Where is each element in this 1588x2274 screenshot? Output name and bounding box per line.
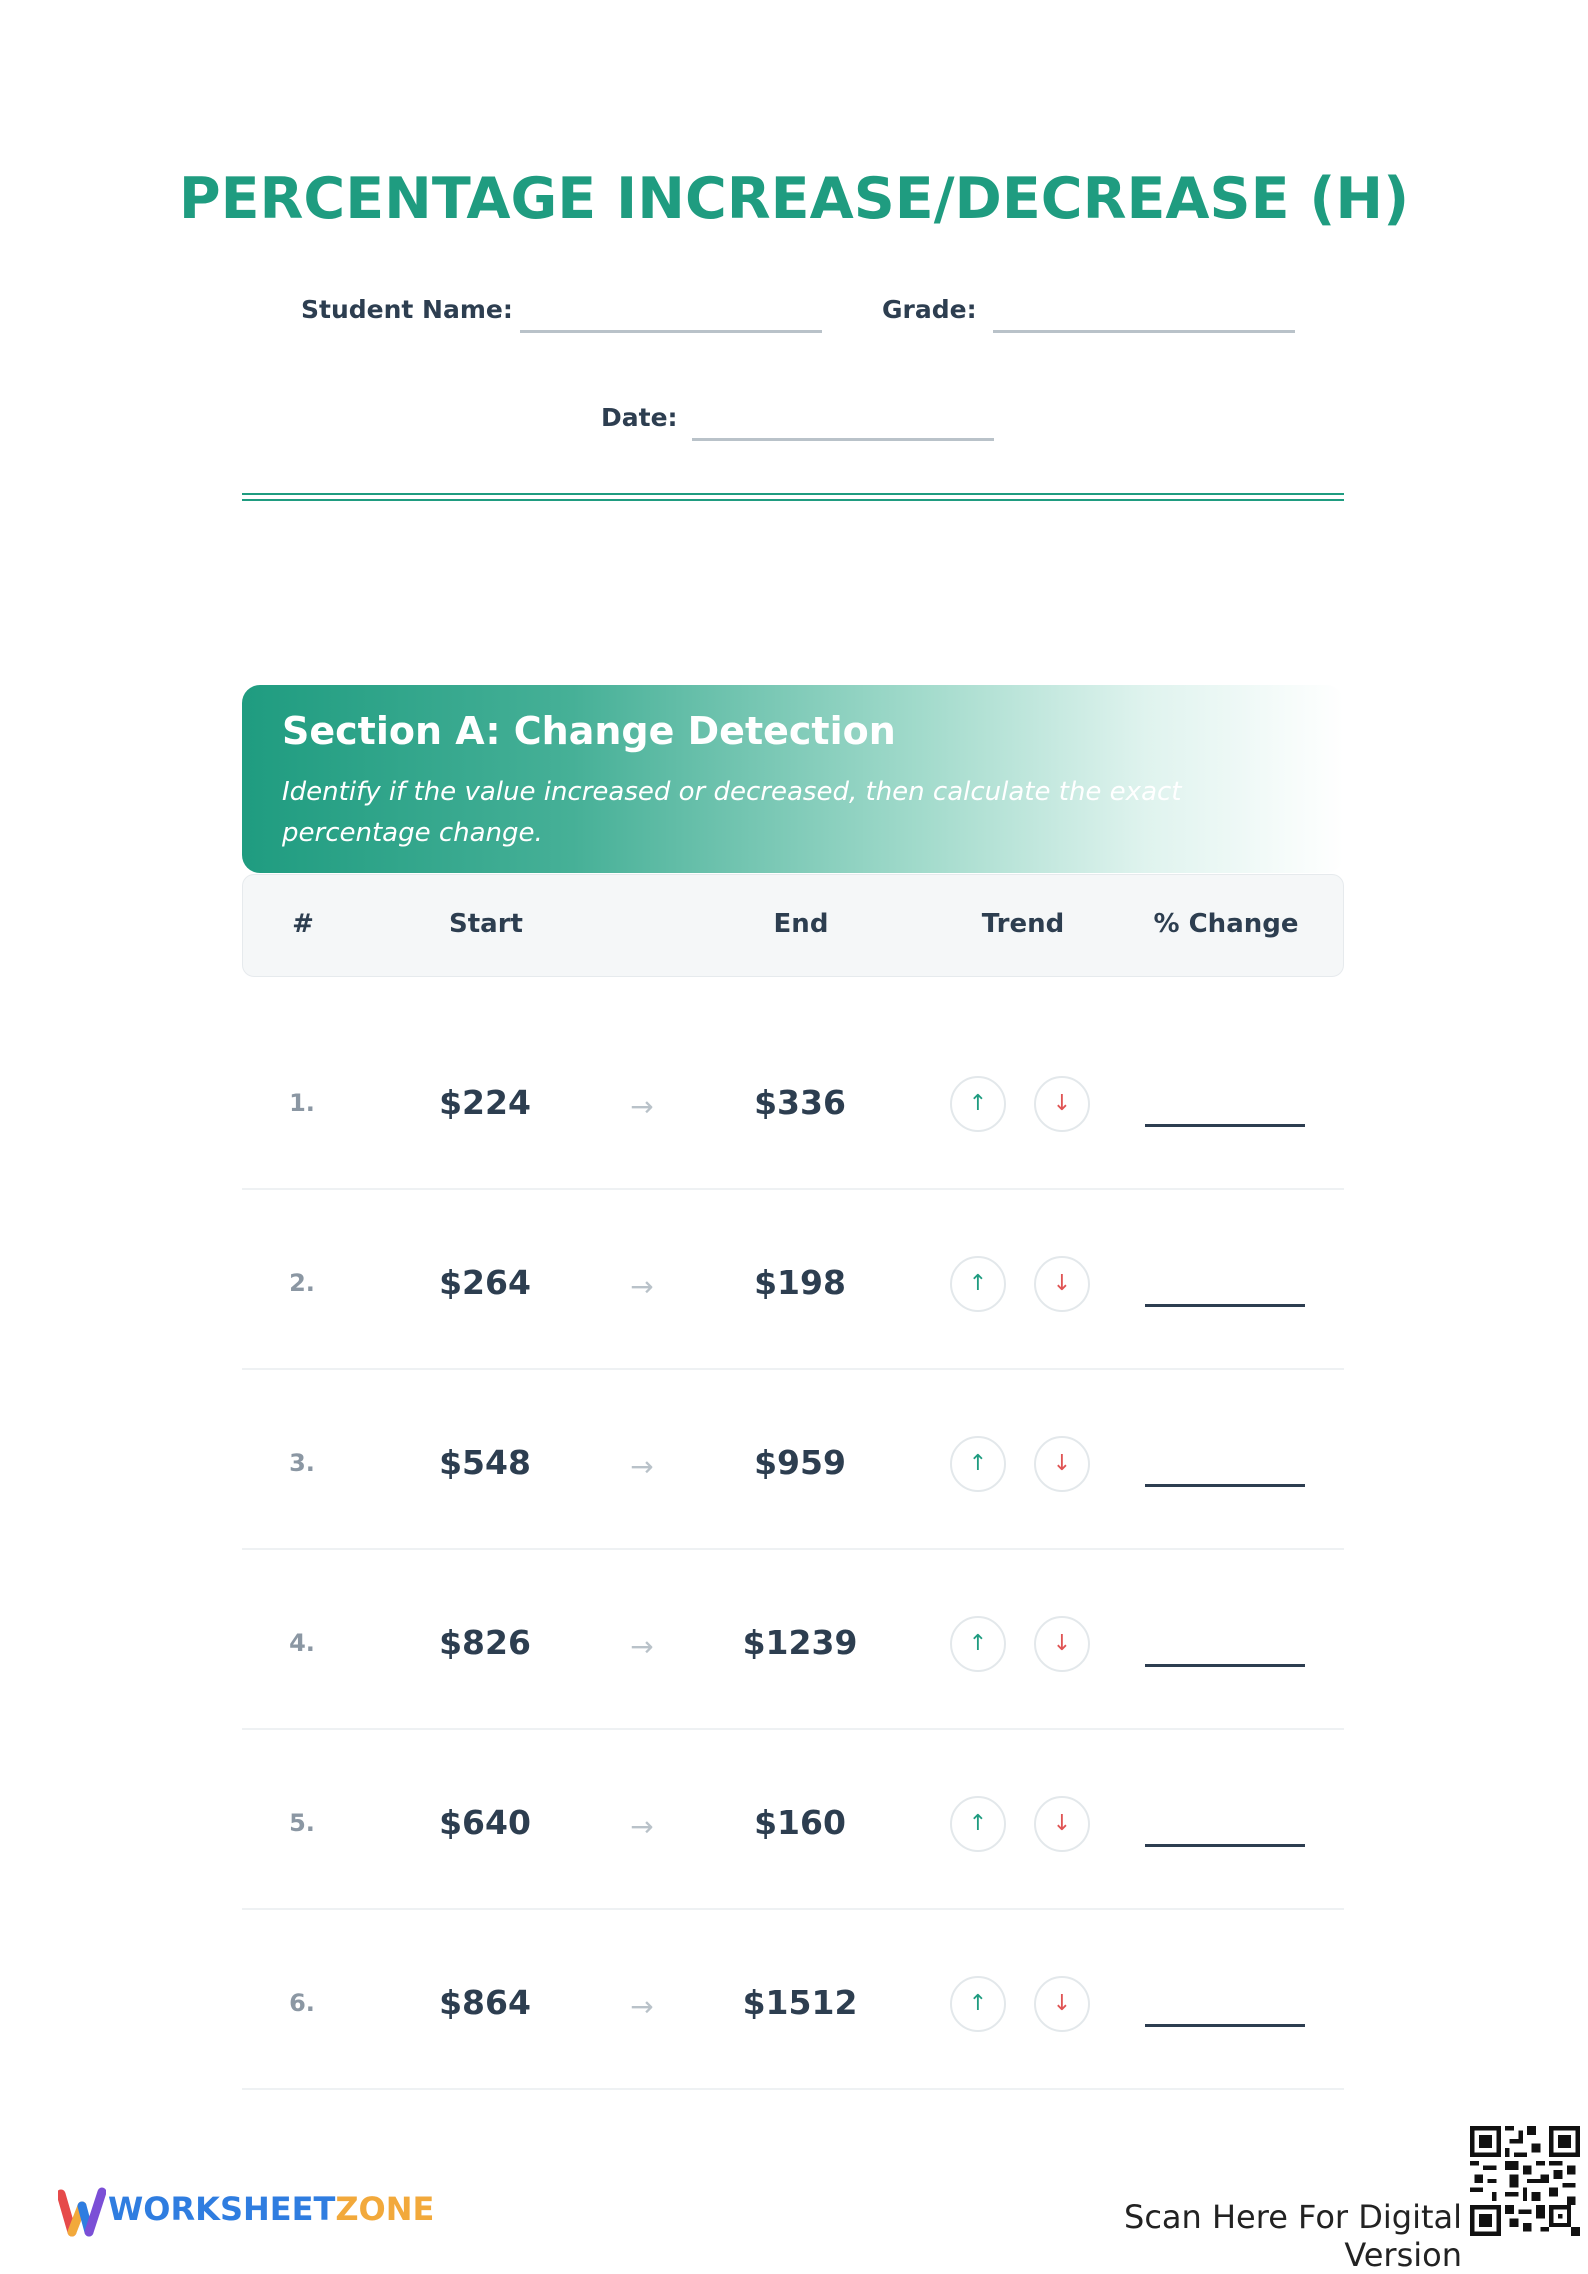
header-percent-change: % Change <box>1153 909 1299 939</box>
percent-change-answer-field[interactable] <box>1145 1844 1305 1847</box>
row-number: 1. <box>289 1089 315 1117</box>
table-row <box>242 1010 1344 1190</box>
page-title: PERCENTAGE INCREASE/DECREASE (H) <box>178 166 1410 232</box>
trend-down-button[interactable]: ↓ <box>1034 1976 1090 2032</box>
end-value: $1239 <box>742 1623 858 1662</box>
right-arrow-icon: → <box>630 1630 654 1663</box>
trend-down-button[interactable]: ↓ <box>1034 1796 1090 1852</box>
trend-up-button[interactable]: ↑ <box>950 1436 1006 1492</box>
percent-change-answer-field[interactable] <box>1145 1664 1305 1667</box>
table-row <box>242 1370 1344 1550</box>
student-name-label: Student Name: <box>301 295 513 324</box>
grade-label: Grade: <box>882 295 977 324</box>
trend-down-button[interactable]: ↓ <box>1034 1076 1090 1132</box>
section-description: Identify if the value increased or decreased, then calculate the exact percentage change. <box>282 777 1182 848</box>
start-value: $264 <box>439 1263 531 1302</box>
right-arrow-icon: → <box>630 1270 654 1303</box>
row-number: 5. <box>289 1809 315 1837</box>
right-arrow-icon: → <box>630 1090 654 1123</box>
qr-code-icon[interactable] <box>1470 2126 1580 2236</box>
grade-field[interactable] <box>993 330 1295 333</box>
end-value: $336 <box>754 1083 846 1122</box>
worksheetzone-logo[interactable] <box>58 2184 478 2240</box>
table-header <box>242 874 1344 977</box>
percent-change-answer-field[interactable] <box>1145 2024 1305 2027</box>
student-name-field[interactable] <box>520 330 822 333</box>
trend-up-button[interactable]: ↑ <box>950 1076 1006 1132</box>
trend-down-button[interactable]: ↓ <box>1034 1256 1090 1312</box>
trend-up-button[interactable]: ↑ <box>950 1796 1006 1852</box>
table-row <box>242 1910 1344 2090</box>
start-value: $864 <box>439 1983 531 2022</box>
right-arrow-icon: → <box>630 1810 654 1843</box>
trend-up-button[interactable]: ↑ <box>950 1976 1006 2032</box>
trend-down-button[interactable]: ↓ <box>1034 1436 1090 1492</box>
trend-down-button[interactable]: ↓ <box>1034 1616 1090 1672</box>
header-divider-top <box>242 493 1344 495</box>
header-end: End <box>773 909 829 939</box>
row-number: 4. <box>289 1629 315 1657</box>
end-value: $160 <box>754 1803 846 1842</box>
row-number: 2. <box>289 1269 315 1297</box>
row-divider <box>242 2088 1344 2090</box>
trend-up-button[interactable]: ↑ <box>950 1256 1006 1312</box>
start-value: $826 <box>439 1623 531 1662</box>
brand-name-part2: ZONE <box>335 2190 435 2228</box>
start-value: $640 <box>439 1803 531 1842</box>
percent-change-answer-field[interactable] <box>1145 1304 1305 1307</box>
trend-up-button[interactable]: ↑ <box>950 1616 1006 1672</box>
worksheetzone-logo-icon <box>58 2184 106 2238</box>
table-row <box>242 1190 1344 1370</box>
brand-name <box>108 2190 434 2228</box>
brand-name-part1: WORKSHEET <box>108 2190 336 2228</box>
percent-change-answer-field[interactable] <box>1145 1124 1305 1127</box>
right-arrow-icon: → <box>630 1990 654 2023</box>
end-value: $1512 <box>742 1983 858 2022</box>
percent-change-answer-field[interactable] <box>1145 1484 1305 1487</box>
start-value: $548 <box>439 1443 531 1482</box>
scan-instruction: Scan Here For Digital Version <box>1124 2198 1462 2274</box>
table-row <box>242 1550 1344 1730</box>
end-value: $959 <box>754 1443 846 1482</box>
header-divider-bottom <box>242 499 1344 501</box>
header-number: # <box>292 909 314 939</box>
right-arrow-icon: → <box>630 1450 654 1483</box>
row-number: 6. <box>289 1989 315 2017</box>
section-header <box>242 685 1344 873</box>
header-start: Start <box>449 909 523 939</box>
date-field[interactable] <box>692 438 994 441</box>
header-trend: Trend <box>981 909 1065 939</box>
row-number: 3. <box>289 1449 315 1477</box>
section-title: Section A: Change Detection <box>282 709 896 753</box>
date-label: Date: <box>601 403 678 432</box>
end-value: $198 <box>754 1263 846 1302</box>
table-row <box>242 1730 1344 1910</box>
start-value: $224 <box>439 1083 531 1122</box>
